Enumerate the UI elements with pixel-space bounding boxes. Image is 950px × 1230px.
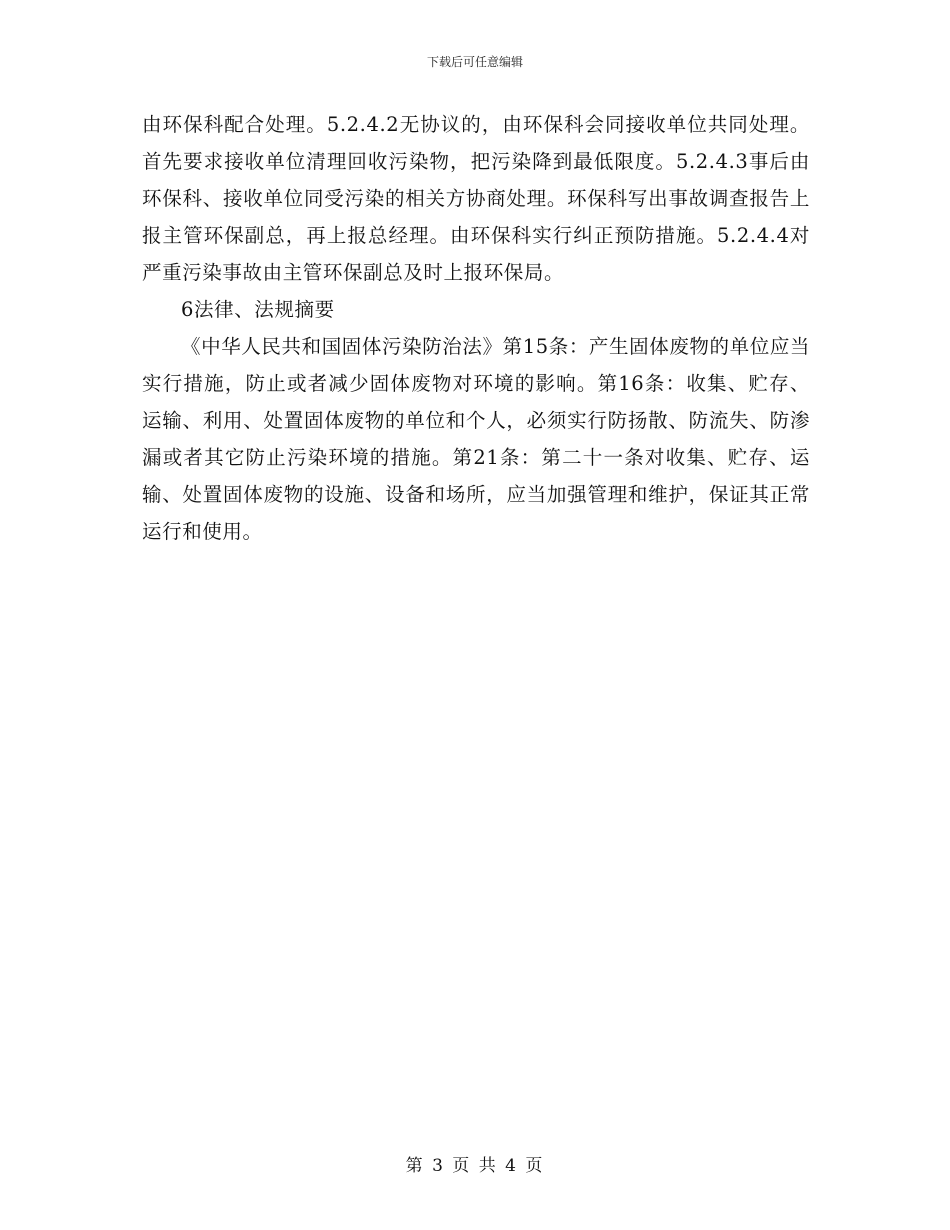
page-number: 第 3 页 共 4 页 [405,1156,545,1176]
section-heading: 6法律、法规摘要 [181,298,335,321]
paragraph-continuation: 由环保科配合处理。5.2.4.2无协议的，由环保科会同接收单位共同处理。首先要求接收单位清理回收污染物，把污染降到最低限度。5.2.4.3事后由环保科、接收单位同受污染的相关方协商处理。环保科写出事故调查报告上报主管环保副总，再上报总经理。由环保科实行纠正预防措施。5.2.4.4对严重污染事故由主管环保副总及时上报环保局。 [142,113,810,284]
paragraph-law-summary: 《中华人民共和国固体污染防治法》第15条：产生固体废物的单位应当实行措施，防止或者减少固体废物对环境的影响。第16条：收集、贮存、运输、利用、处置固体废物的单位和个人，必须实行防扬散、防流失、防渗漏或者其它防止污染环境的措施。第21条：第二十一条对收集、贮存、运输、处置固体废物的设施、设备和场所，应当加强管理和维护，保证其正常运行和使用。 [142,335,811,543]
page-header: 下载后可任意编辑 [426,55,523,69]
document-body [142,106,810,550]
